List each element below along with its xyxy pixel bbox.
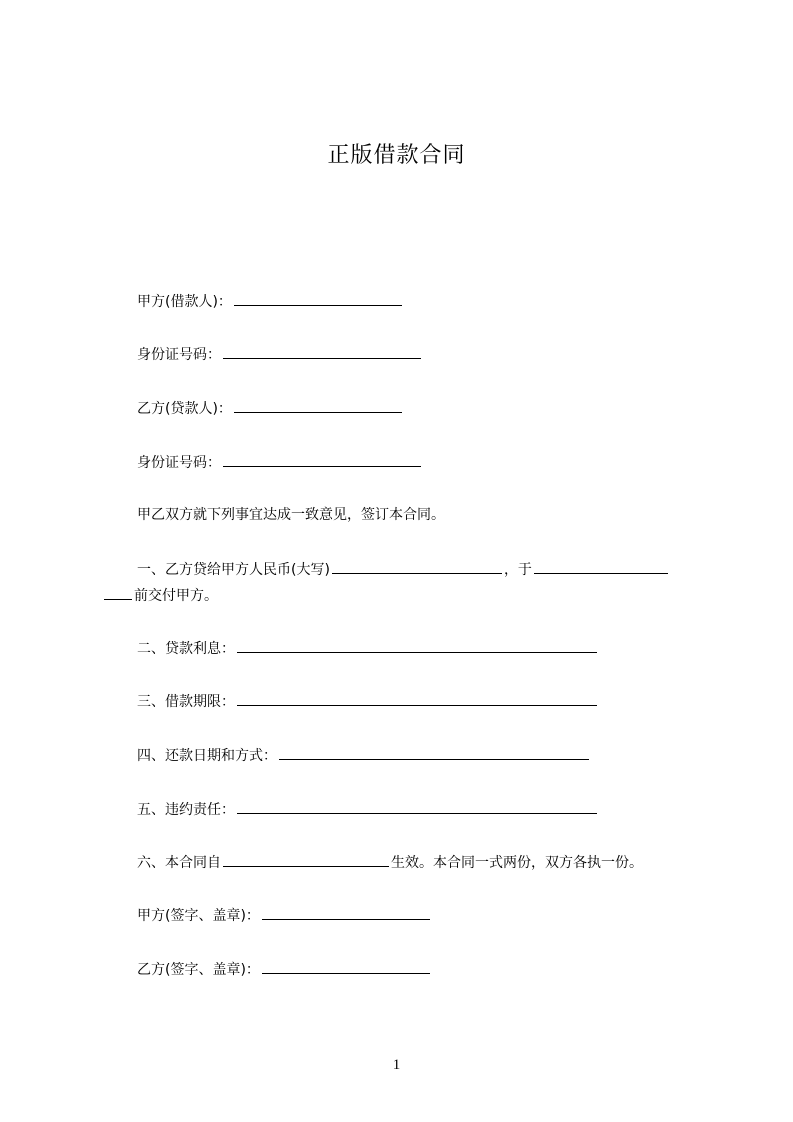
clause-1-continuation-row	[104, 585, 218, 606]
clause-2-interest-blank[interactable]	[237, 638, 597, 653]
clause-4-row	[137, 745, 591, 766]
clause-5-liability-blank[interactable]	[237, 799, 597, 814]
page-number: 1	[392, 1057, 401, 1073]
clause-1-date-blank-continued[interactable]	[104, 585, 132, 600]
party-a-signature-row	[137, 905, 432, 926]
party-a-signature-blank[interactable]	[262, 905, 430, 920]
clause-3-term-blank[interactable]	[237, 691, 597, 706]
clause-6-row	[137, 852, 643, 873]
party-a-borrower-label: 甲方(借款人)：	[137, 294, 232, 310]
clause-1-date-blank[interactable]	[534, 559, 668, 574]
party-a-signature-label: 甲方(签字、盖章)：	[137, 908, 260, 924]
clause-1-amount-blank[interactable]	[332, 559, 502, 574]
party-a-id-blank[interactable]	[223, 344, 421, 359]
clause-1-row	[137, 559, 670, 580]
clause-3-row	[137, 691, 599, 712]
intro-paragraph: 甲乙双方就下列事宜达成一致意见，签订本合同。	[137, 507, 445, 523]
clause-6-effective-blank[interactable]	[223, 852, 389, 867]
party-a-borrower-row	[137, 291, 404, 312]
party-b-id-blank[interactable]	[223, 452, 421, 467]
clause-1-text-part3: 前交付甲方。	[134, 588, 218, 604]
clause-1-text-part1: 一、乙方贷给甲方人民币(大写)	[137, 562, 330, 578]
party-b-signature-row	[137, 959, 432, 980]
party-b-lender-row	[137, 398, 404, 419]
party-b-id-row	[137, 452, 423, 473]
clause-6-text-part2: 生效。本合同一式两份，双方各执一份。	[391, 855, 643, 871]
clause-2-row	[137, 638, 599, 659]
party-b-id-label: 身份证号码：	[137, 455, 221, 471]
party-b-signature-blank[interactable]	[262, 959, 430, 974]
clause-1-text-part2: ，于	[503, 562, 532, 578]
party-a-id-row	[137, 344, 423, 365]
clause-3-label: 三、借款期限：	[137, 694, 235, 710]
party-b-lender-label: 乙方(贷款人)：	[137, 401, 232, 417]
party-a-borrower-blank[interactable]	[234, 291, 402, 306]
clause-4-repayment-blank[interactable]	[279, 745, 589, 760]
clause-6-text-part1: 六、本合同自	[137, 855, 221, 871]
party-b-lender-blank[interactable]	[234, 398, 402, 413]
party-a-id-label: 身份证号码：	[137, 347, 221, 363]
party-b-signature-label: 乙方(签字、盖章)：	[137, 962, 260, 978]
clause-5-label: 五、违约责任：	[137, 802, 235, 818]
clause-5-row	[137, 799, 599, 820]
document-title: 正版借款合同	[327, 143, 466, 168]
clause-2-label: 二、贷款利息：	[137, 641, 235, 657]
clause-4-label: 四、还款日期和方式：	[137, 748, 277, 764]
